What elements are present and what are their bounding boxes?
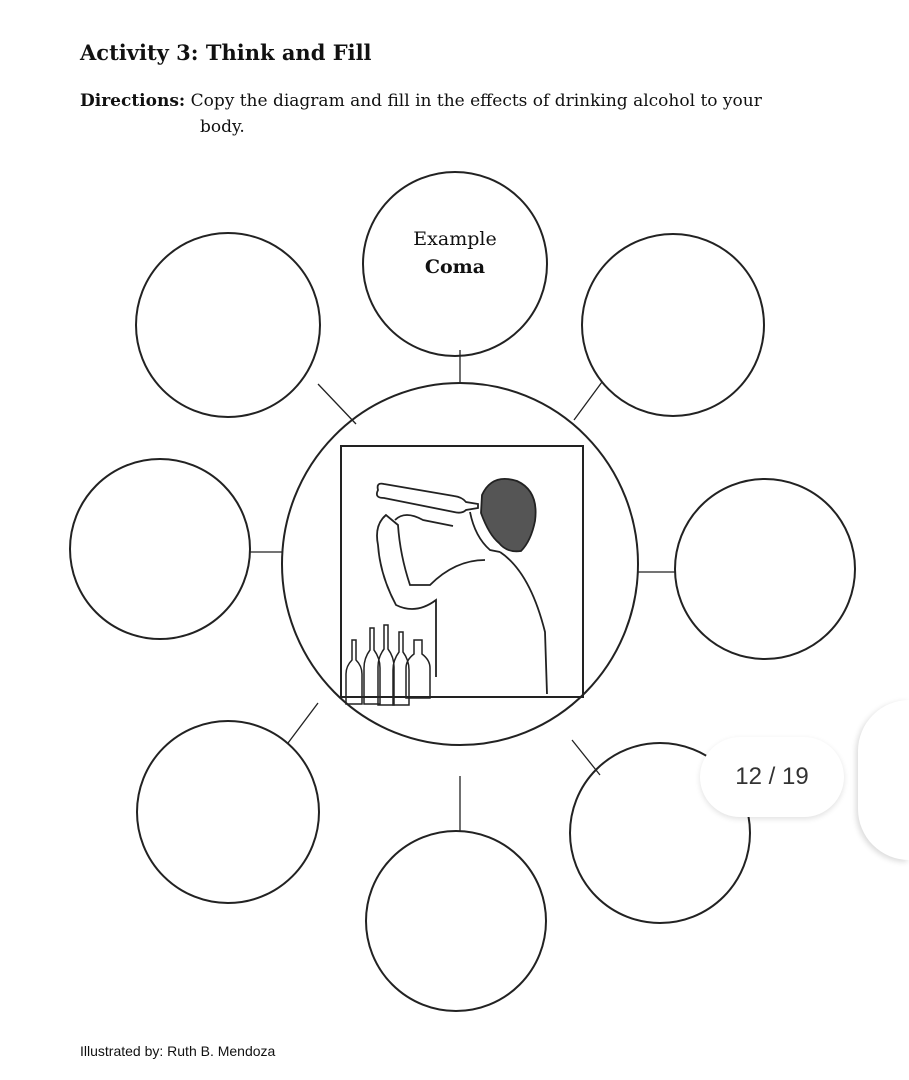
directions-text: Copy the diagram and fill in the effects of drinking alcohol to your (190, 91, 762, 111)
activity-title: Activity 3: Think and Fill (80, 40, 372, 65)
side-panel-edge[interactable] (858, 700, 909, 860)
directions-label: Directions: (80, 91, 186, 111)
directions-continuation: body. (200, 117, 245, 137)
drinking-person-illustration (341, 446, 583, 705)
blank-circle-middle-left[interactable] (70, 459, 250, 639)
blank-circle-middle-right[interactable] (675, 479, 855, 659)
blank-circle-bottom[interactable] (366, 831, 546, 1011)
blank-circle-lower-left[interactable] (137, 721, 319, 903)
page-indicator: 12 / 19 (700, 737, 844, 817)
example-value: Coma (424, 256, 486, 278)
illustration-credit: Illustrated by: Ruth B. Mendoza (80, 1043, 276, 1059)
blank-circle-upper-right[interactable] (582, 234, 764, 416)
blank-circle-upper-left[interactable] (136, 233, 320, 417)
example-label: Example (413, 228, 497, 250)
connector-lines (250, 350, 676, 832)
